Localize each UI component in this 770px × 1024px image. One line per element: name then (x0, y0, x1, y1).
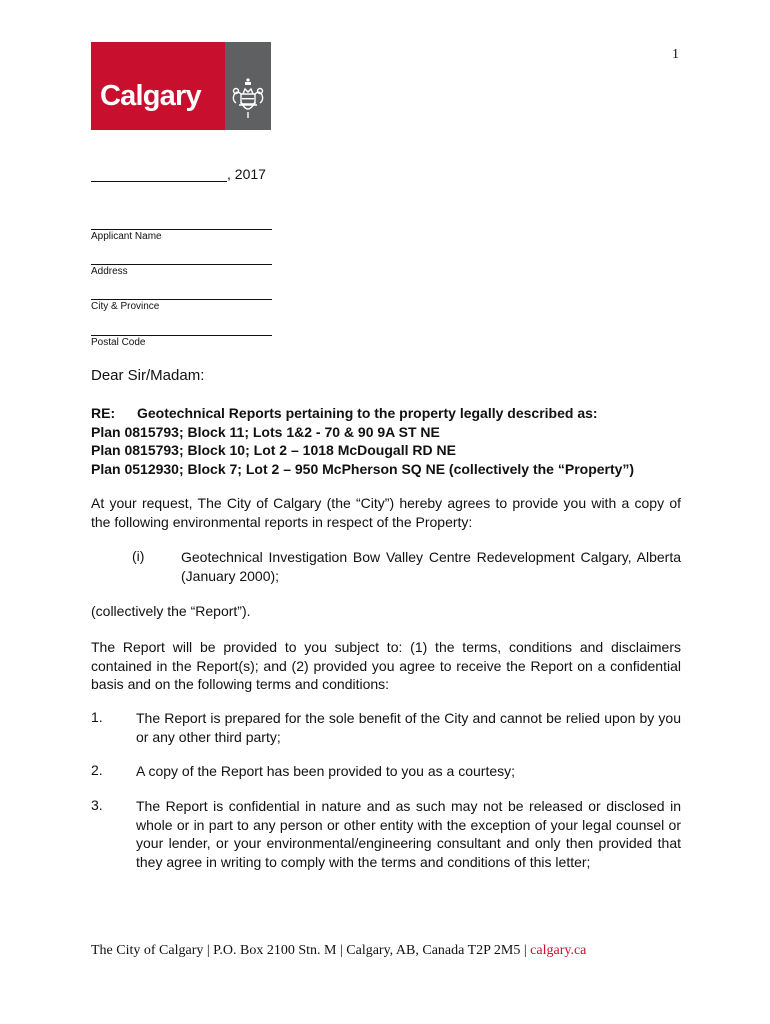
re-line-2: Plan 0815793; Block 11; Lots 1&2 - 70 & 90 9A ST NE (91, 423, 440, 440)
applicant-name-label: Applicant Name (91, 231, 162, 242)
coat-of-arms-icon (225, 42, 271, 130)
term-marker-1: 1. (91, 709, 103, 725)
salutation: Dear Sir/Madam: (91, 367, 205, 384)
term-marker-2: 2. (91, 762, 103, 778)
address-line (91, 264, 272, 265)
logo-wordmark: Calgary (100, 80, 201, 112)
collectively-paragraph: (collectively the “Report”). (91, 603, 251, 619)
postal-code-label: Postal Code (91, 337, 146, 348)
city-province-label: City & Province (91, 301, 160, 312)
page-number: 1 (672, 47, 679, 62)
re-heading (91, 404, 691, 478)
postal-code-line (91, 335, 272, 336)
date-year: , 2017 (227, 166, 266, 182)
report-item-marker: (i) (132, 548, 145, 564)
footer-link[interactable]: calgary.ca (530, 943, 587, 958)
address-label: Address (91, 266, 128, 277)
date-blank (91, 166, 227, 182)
crest-panel (225, 42, 271, 130)
footer-address: The City of Calgary | P.O. Box 2100 Stn. M | Calgary, AB, Canada T2P 2M5 | (91, 943, 531, 958)
term-marker-3: 3. (91, 797, 103, 813)
term-text-3: The Report is confidential in nature and as such may not be released or disclosed in whole or in part to any person or other entity with the exception of your legal counsel or your lender, or your environmental/engineering consultant and only then provided that they agree in writing to comply with the terms and conditions of this letter; (136, 798, 681, 870)
term-text-1: The Report is prepared for the sole benefit of the City and cannot be relied upon by you or any other third party; (136, 710, 681, 745)
re-tag: RE: (91, 405, 116, 421)
intro-paragraph: At your request, The City of Calgary (the “City”) hereby agrees to provide you with a copy of the following environmental reports in respect of the Property: (91, 495, 681, 530)
re-line-1: Geotechnical Reports pertaining to the property legally described as: (137, 405, 598, 421)
footer (91, 943, 586, 959)
re-line-3: Plan 0815793; Block 10; Lot 2 – 1018 McDougall RD NE (91, 442, 456, 458)
applicant-name-line (91, 229, 272, 230)
report-item-text: Geotechnical Investigation Bow Valley Centre Redevelopment Calgary, Alberta (January 2000); (181, 549, 681, 584)
city-province-line (91, 299, 272, 300)
conditions-paragraph: The Report will be provided to you subject to: (1) the terms, conditions and disclaimers contained in the Report(s); and (2) provided you agree to receive the Report on a confidential basis and on the following terms and conditions: (91, 639, 681, 692)
re-line-4: Plan 0512930; Block 7; Lot 2 – 950 McPherson SQ NE (collectively the “Property”) (91, 460, 635, 477)
term-text-2: A copy of the Report has been provided to you as a courtesy; (136, 763, 516, 779)
date-line (91, 166, 266, 182)
